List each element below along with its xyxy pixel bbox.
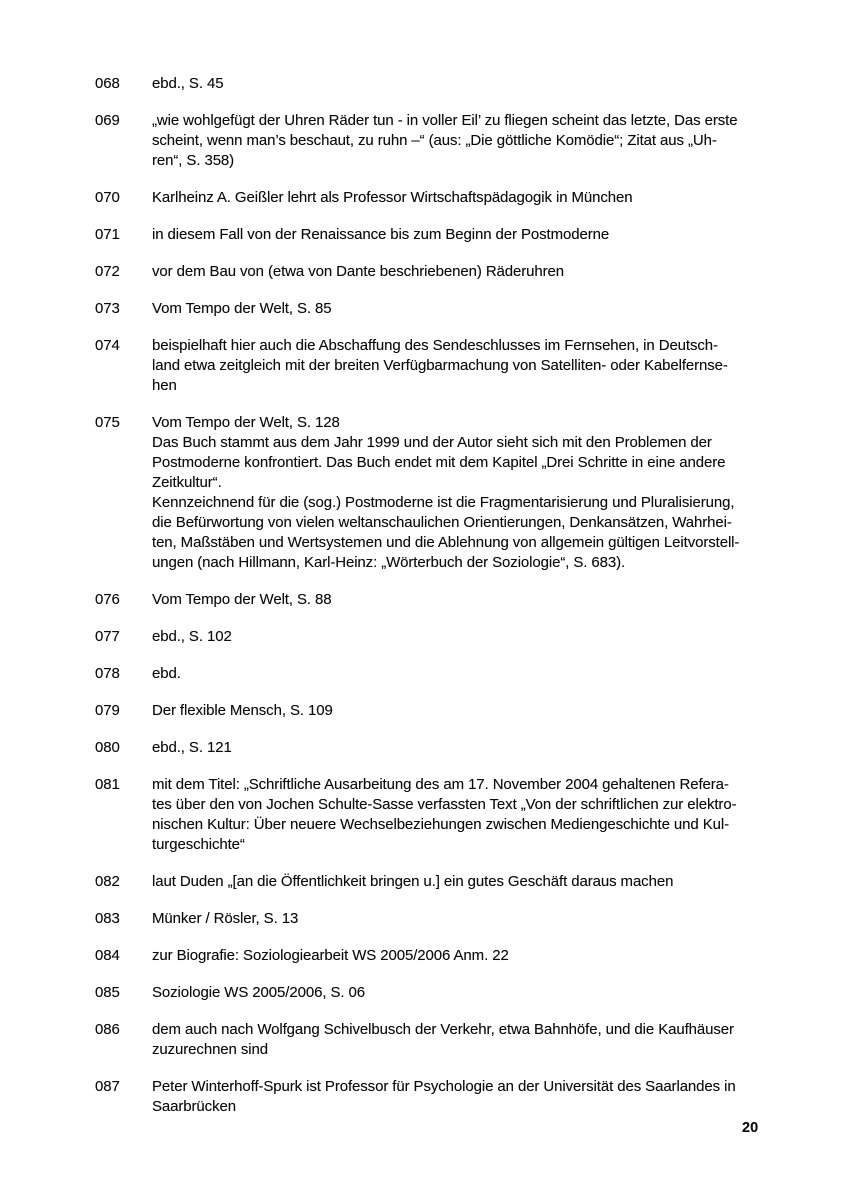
endnote-text — [152, 74, 805, 94]
endnote-line: zuzurechnen sind — [152, 1041, 268, 1058]
endnote-number: 073 — [95, 300, 120, 317]
endnote-line: laut Duden „[an die Öffentlichkeit bringen u.] ein gutes Geschäft daraus machen — [152, 873, 674, 890]
endnote-text — [152, 872, 805, 892]
endnote-entry — [95, 111, 805, 171]
endnote-line: Vom Tempo der Welt, S. 128 — [152, 414, 340, 431]
endnote-number: 085 — [95, 984, 120, 1001]
endnote-line: Postmoderne konfrontiert. Das Buch endet mit dem Kapitel „Drei Schritte in eine andere — [152, 454, 726, 471]
endnote-entry — [95, 299, 805, 319]
endnote-line: ebd., S. 102 — [152, 628, 232, 645]
endnote-line: tes über den von Jochen Schulte-Sasse verfassten Text „Von der schriftlichen zur elektro- — [152, 796, 737, 813]
endnote-entry — [95, 74, 805, 94]
endnote-entry — [95, 738, 805, 758]
endnote-line: dem auch nach Wolfgang Schivelbusch der Verkehr, etwa Bahnhöfe, und die Kaufhäuser — [152, 1021, 734, 1038]
endnote-line: Zeitkultur“. — [152, 474, 222, 491]
endnote-entry — [95, 1020, 805, 1060]
endnote-number: 080 — [95, 739, 120, 756]
endnote-entry — [95, 627, 805, 647]
endnote-text — [152, 1020, 805, 1060]
endnote-entry — [95, 946, 805, 966]
endnote-line: land etwa zeitgleich mit der breiten Verfügbarmachung von Satelliten- oder Kabelfernse- — [152, 357, 728, 374]
endnote-line: Münker / Rösler, S. 13 — [152, 910, 299, 927]
endnote-text — [152, 262, 805, 282]
endnote-entry — [95, 262, 805, 282]
endnote-line: scheint, wenn man’s beschaut, zu ruhn –“ (aus: „Die göttliche Komödie“; Zitat aus „Uh- — [152, 132, 717, 149]
endnote-line: zur Biografie: Soziologiearbeit WS 2005/2006 Anm. 22 — [152, 947, 509, 964]
endnote-entry — [95, 775, 805, 855]
endnote-line: die Befürwortung von vielen weltanschaulichen Orientierungen, Denkansätzen, Wahrhei- — [152, 514, 732, 531]
endnote-line: ebd. — [152, 665, 181, 682]
endnote-line: ten, Maßstäben und Wertsystemen und die Ablehnung von allgemein gültigen Leitvorstell- — [152, 534, 740, 551]
endnote-text — [152, 111, 805, 171]
endnote-number: 069 — [95, 112, 120, 129]
endnote-number: 072 — [95, 263, 120, 280]
endnote-line: vor dem Bau von (etwa von Dante beschriebenen) Räderuhren — [152, 263, 565, 280]
endnote-number: 068 — [95, 75, 120, 92]
endnote-entry — [95, 983, 805, 1003]
endnote-text — [152, 664, 805, 684]
endnote-number: 082 — [95, 873, 120, 890]
endnote-number: 075 — [95, 414, 120, 431]
endnote-text — [152, 225, 805, 245]
endnote-number: 070 — [95, 189, 120, 206]
endnote-text — [152, 413, 805, 573]
endnote-line: Vom Tempo der Welt, S. 85 — [152, 300, 332, 317]
endnote-line: ebd., S. 45 — [152, 75, 224, 92]
endnote-entry — [95, 590, 805, 610]
endnote-entry — [95, 188, 805, 208]
endnote-number: 079 — [95, 702, 120, 719]
endnote-number: 074 — [95, 337, 120, 354]
endnote-line: „wie wohlgefügt der Uhren Räder tun - in voller Eil’ zu fliegen scheint das letzte, Das erste — [152, 112, 738, 129]
endnote-line: ungen (nach Hillmann, Karl-Heinz: „Wörterbuch der Soziologie“, S. 683). — [152, 554, 626, 571]
endnote-line: Kennzeichnend für die (sog.) Postmoderne ist die Fragmentarisierung und Pluralisierung, — [152, 494, 735, 511]
endnote-text — [152, 946, 805, 966]
page-number: 20 — [742, 1120, 759, 1136]
endnote-text — [152, 983, 805, 1003]
endnote-text — [152, 627, 805, 647]
endnote-number: 083 — [95, 910, 120, 927]
endnote-number: 078 — [95, 665, 120, 682]
endnote-entry — [95, 664, 805, 684]
endnote-entry — [95, 872, 805, 892]
endnote-number: 087 — [95, 1078, 120, 1095]
endnote-line: turgeschichte“ — [152, 836, 245, 853]
endnote-line: Soziologie WS 2005/2006, S. 06 — [152, 984, 365, 1001]
endnotes-list — [95, 74, 805, 1134]
endnote-line: Das Buch stammt aus dem Jahr 1999 und der Autor sieht sich mit den Problemen der — [152, 434, 712, 451]
endnote-entry — [95, 336, 805, 396]
endnote-line: Der flexible Mensch, S. 109 — [152, 702, 333, 719]
endnote-line: nischen Kultur: Über neuere Wechselbeziehungen zwischen Mediengeschichte und Kul- — [152, 816, 729, 833]
endnote-line: Peter Winterhoff-Spurk ist Professor für Psychologie an der Universität des Saarlandes in — [152, 1078, 736, 1095]
endnote-entry — [95, 1077, 805, 1117]
endnote-number: 081 — [95, 776, 120, 793]
endnote-line: ebd., S. 121 — [152, 739, 232, 756]
endnote-text — [152, 299, 805, 319]
endnote-text — [152, 590, 805, 610]
endnote-line: ren“, S. 358) — [152, 152, 235, 169]
endnote-text — [152, 775, 805, 855]
endnote-text — [152, 1077, 805, 1117]
endnote-number: 086 — [95, 1021, 120, 1038]
endnote-number: 084 — [95, 947, 120, 964]
endnote-number: 071 — [95, 226, 120, 243]
endnote-line: Karlheinz A. Geißler lehrt als Professor Wirtschaftspädagogik in München — [152, 189, 633, 206]
endnote-number: 076 — [95, 591, 120, 608]
endnote-line: hen — [152, 377, 177, 394]
endnote-line: Vom Tempo der Welt, S. 88 — [152, 591, 332, 608]
endnote-text — [152, 738, 805, 758]
endnote-number: 077 — [95, 628, 120, 645]
endnote-text — [152, 188, 805, 208]
endnote-entry — [95, 413, 805, 573]
endnote-text — [152, 909, 805, 929]
endnote-entry — [95, 909, 805, 929]
endnote-text — [152, 701, 805, 721]
endnote-line: Saarbrücken — [152, 1098, 236, 1115]
endnote-line: in diesem Fall von der Renaissance bis zum Beginn der Postmoderne — [152, 226, 610, 243]
endnote-line: mit dem Titel: „Schriftliche Ausarbeitung des am 17. November 2004 gehaltenen Refera- — [152, 776, 729, 793]
endnote-entry — [95, 225, 805, 245]
endnote-entry — [95, 701, 805, 721]
endnote-line: beispielhaft hier auch die Abschaffung des Sendeschlusses im Fernsehen, in Deutsch- — [152, 337, 718, 354]
endnote-text — [152, 336, 805, 396]
